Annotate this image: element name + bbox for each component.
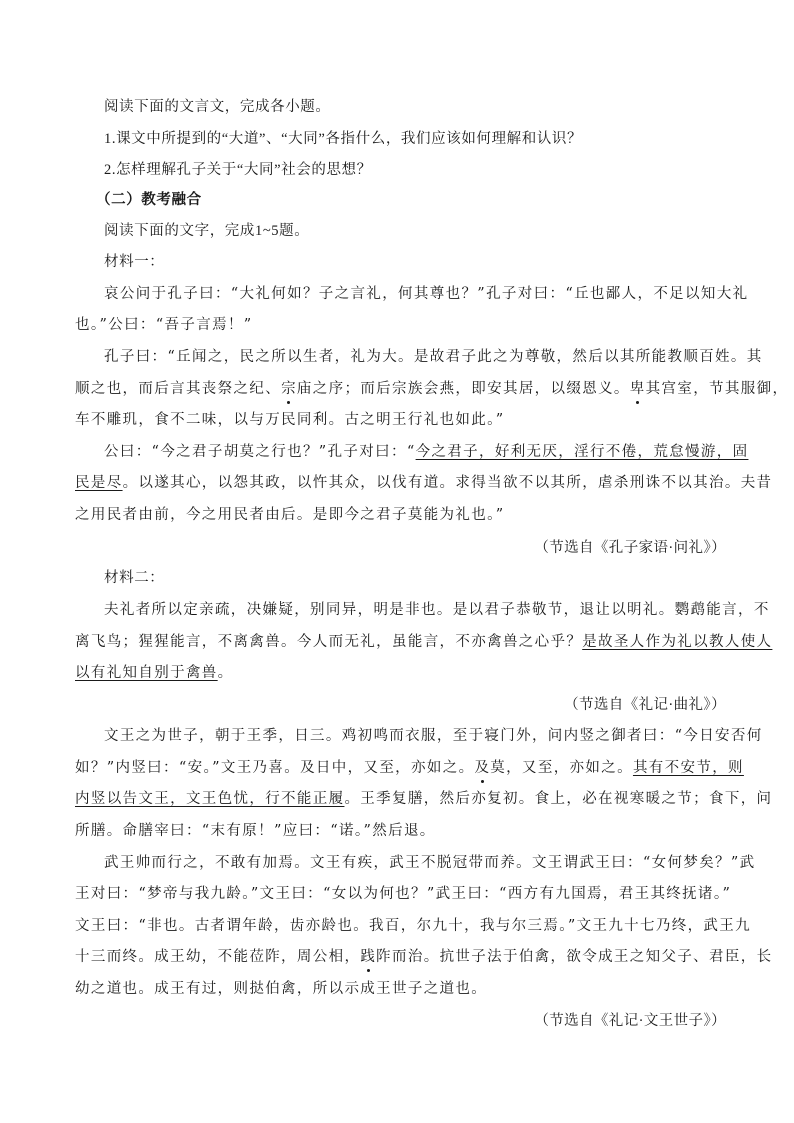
- material-2-p2-line-4: 所膳。命膳宰曰：“末有原！”应曰：“诺。”然后退。: [75, 823, 436, 839]
- material-1-label: 材料一：: [104, 254, 165, 270]
- material-2-p2-line-3: 内竖以告文王，文王色忧，行不能正履。王季复膳，然后亦复初。食上，必在视寒暖之节；食下，问: [75, 791, 773, 807]
- material-1-p3-line-3: 之用民者由前，今之用民者由后。是即今之君子莫能为礼也。”: [75, 507, 505, 523]
- underlined-sentence: 是故圣人作为礼以教人使人: [582, 634, 773, 650]
- material-1-p1-line-1: 哀公问于孔子曰：“大礼何如？子之言礼，何其尊也？”孔子对曰：“丘也鄙人，不足以知大礼: [104, 286, 749, 302]
- underlined-sentence: 其有不安节，则: [632, 760, 744, 776]
- emphasis-dot-char: 践: [360, 949, 377, 965]
- material-2-source-1: （节选自《礼记·曲礼》）: [564, 697, 726, 713]
- material-1-p3-line-1: 公曰：“今之君子胡莫之行也？”孔子对曰：“今之君子，好利无厌，淫行不倦，荒怠慢游，固: [104, 444, 749, 460]
- material-2-p2-line-2: 如？”内竖曰：“安。”文王乃喜。及日中，又至，亦如之。及莫，又至，亦如之。其有不安节，则: [75, 760, 744, 776]
- material-2-p3-line-3: 文王曰：“非也。古者谓年龄，齿亦龄也。我百，尔九十，我与尔三焉。”文王九十七乃终，武王九: [75, 918, 751, 934]
- question-2: 2.怎样理解孔子关于“大同”社会的思想？: [104, 162, 372, 178]
- underlined-sentence: 今之君子，好利无厌，淫行不倦，荒怠慢游，固: [415, 444, 749, 460]
- material-1-p1-line-2: 也。”公曰：“吾子言焉！”: [75, 317, 253, 333]
- material-1-p2-line-1: 孔子曰：“丘闻之，民之所以生者，礼为大。是故君子此之为尊敬，然后以其所能教顺百姓。其: [104, 349, 763, 365]
- material-2-p2-line-1: 文王之为世子，朝于王季，日三。鸡初鸣而衣服，至于寝门外，问内竖之御者曰：“今日安否何: [104, 728, 763, 744]
- emphasis-dot-char: 卑: [629, 381, 646, 397]
- material-1-source: （节选自《孔子家语·问礼》）: [534, 540, 726, 556]
- material-2-p1-line-3: 以有礼知自别于禽兽。: [75, 665, 234, 681]
- underlined-sentence: 内竖以告文王，文王色忧，行不能正履: [75, 791, 345, 807]
- material-2-p1-line-1: 夫礼者所以定亲疏，决嫌疑，别同异，明是非也。是以君子恭敬节，退让以明礼。鹦鹉能言，不: [104, 602, 770, 618]
- material-1-p2-line-3: 车不雕玑，食不二味，以与万民同利。古之明王行礼也如此。”: [75, 412, 505, 428]
- material-2-p3-line-2: 王对曰：“梦帝与我九龄。”文王曰：“女以为何也？”武王曰：“西方有九国焉，君王其终抚诸。”: [75, 886, 732, 902]
- section-instruction: 阅读下面的文字，完成1~5题。: [104, 223, 310, 239]
- emphasis-dot-char: 宗: [281, 381, 297, 397]
- material-2-p3-line-5: 幼之道也。成王有过，则挞伯禽，所以示成王世子之道也。: [75, 981, 488, 997]
- material-2-p3-line-1: 武王帅而行之，不敢有加焉。文王有疾，武王不脱冠带而养。文王谓武王曰：“女何梦矣？”武: [104, 855, 756, 871]
- material-2-label: 材料二：: [104, 570, 165, 586]
- material-2-p1-line-2: 离飞鸟；猩猩能言，不离禽兽。今人而无礼，虽能言，不亦禽兽之心乎？是故圣人作为礼以教人使人: [75, 634, 773, 650]
- material-2-p3-line-4: 十三而终。成王幼，不能莅阼，周公相，践阼而治。抗世子法于伯禽，欲令成王之知父子、君臣，长: [75, 949, 773, 965]
- underlined-sentence: 以有礼知自别于禽兽: [75, 665, 218, 681]
- question-1: 1.课文中所提到的“大道”、“大同”各指什么，我们应该如何理解和认识？: [104, 131, 583, 147]
- read-instruction: 阅读下面的文言文，完成各小题。: [104, 99, 331, 115]
- underlined-sentence: 民是尽: [75, 475, 123, 491]
- emphasis-dot-char: 及: [474, 760, 491, 776]
- section-heading: （二）教考融合: [96, 192, 202, 208]
- material-2-source-2: （节选自《礼记·文王世子》）: [534, 1013, 726, 1029]
- material-1-p2-line-2: 顺之也，而后言其丧祭之纪、宗庙之序；而后宗族会燕，即安其居，以缀恩义。卑其宫室，节其服御，: [75, 381, 789, 397]
- material-1-p3-line-2: 民是尽。以遂其心，以怨其政，以忤其众，以伐有道。求得当欲不以其所，虐杀刑诛不以其治。夫昔: [75, 475, 773, 491]
